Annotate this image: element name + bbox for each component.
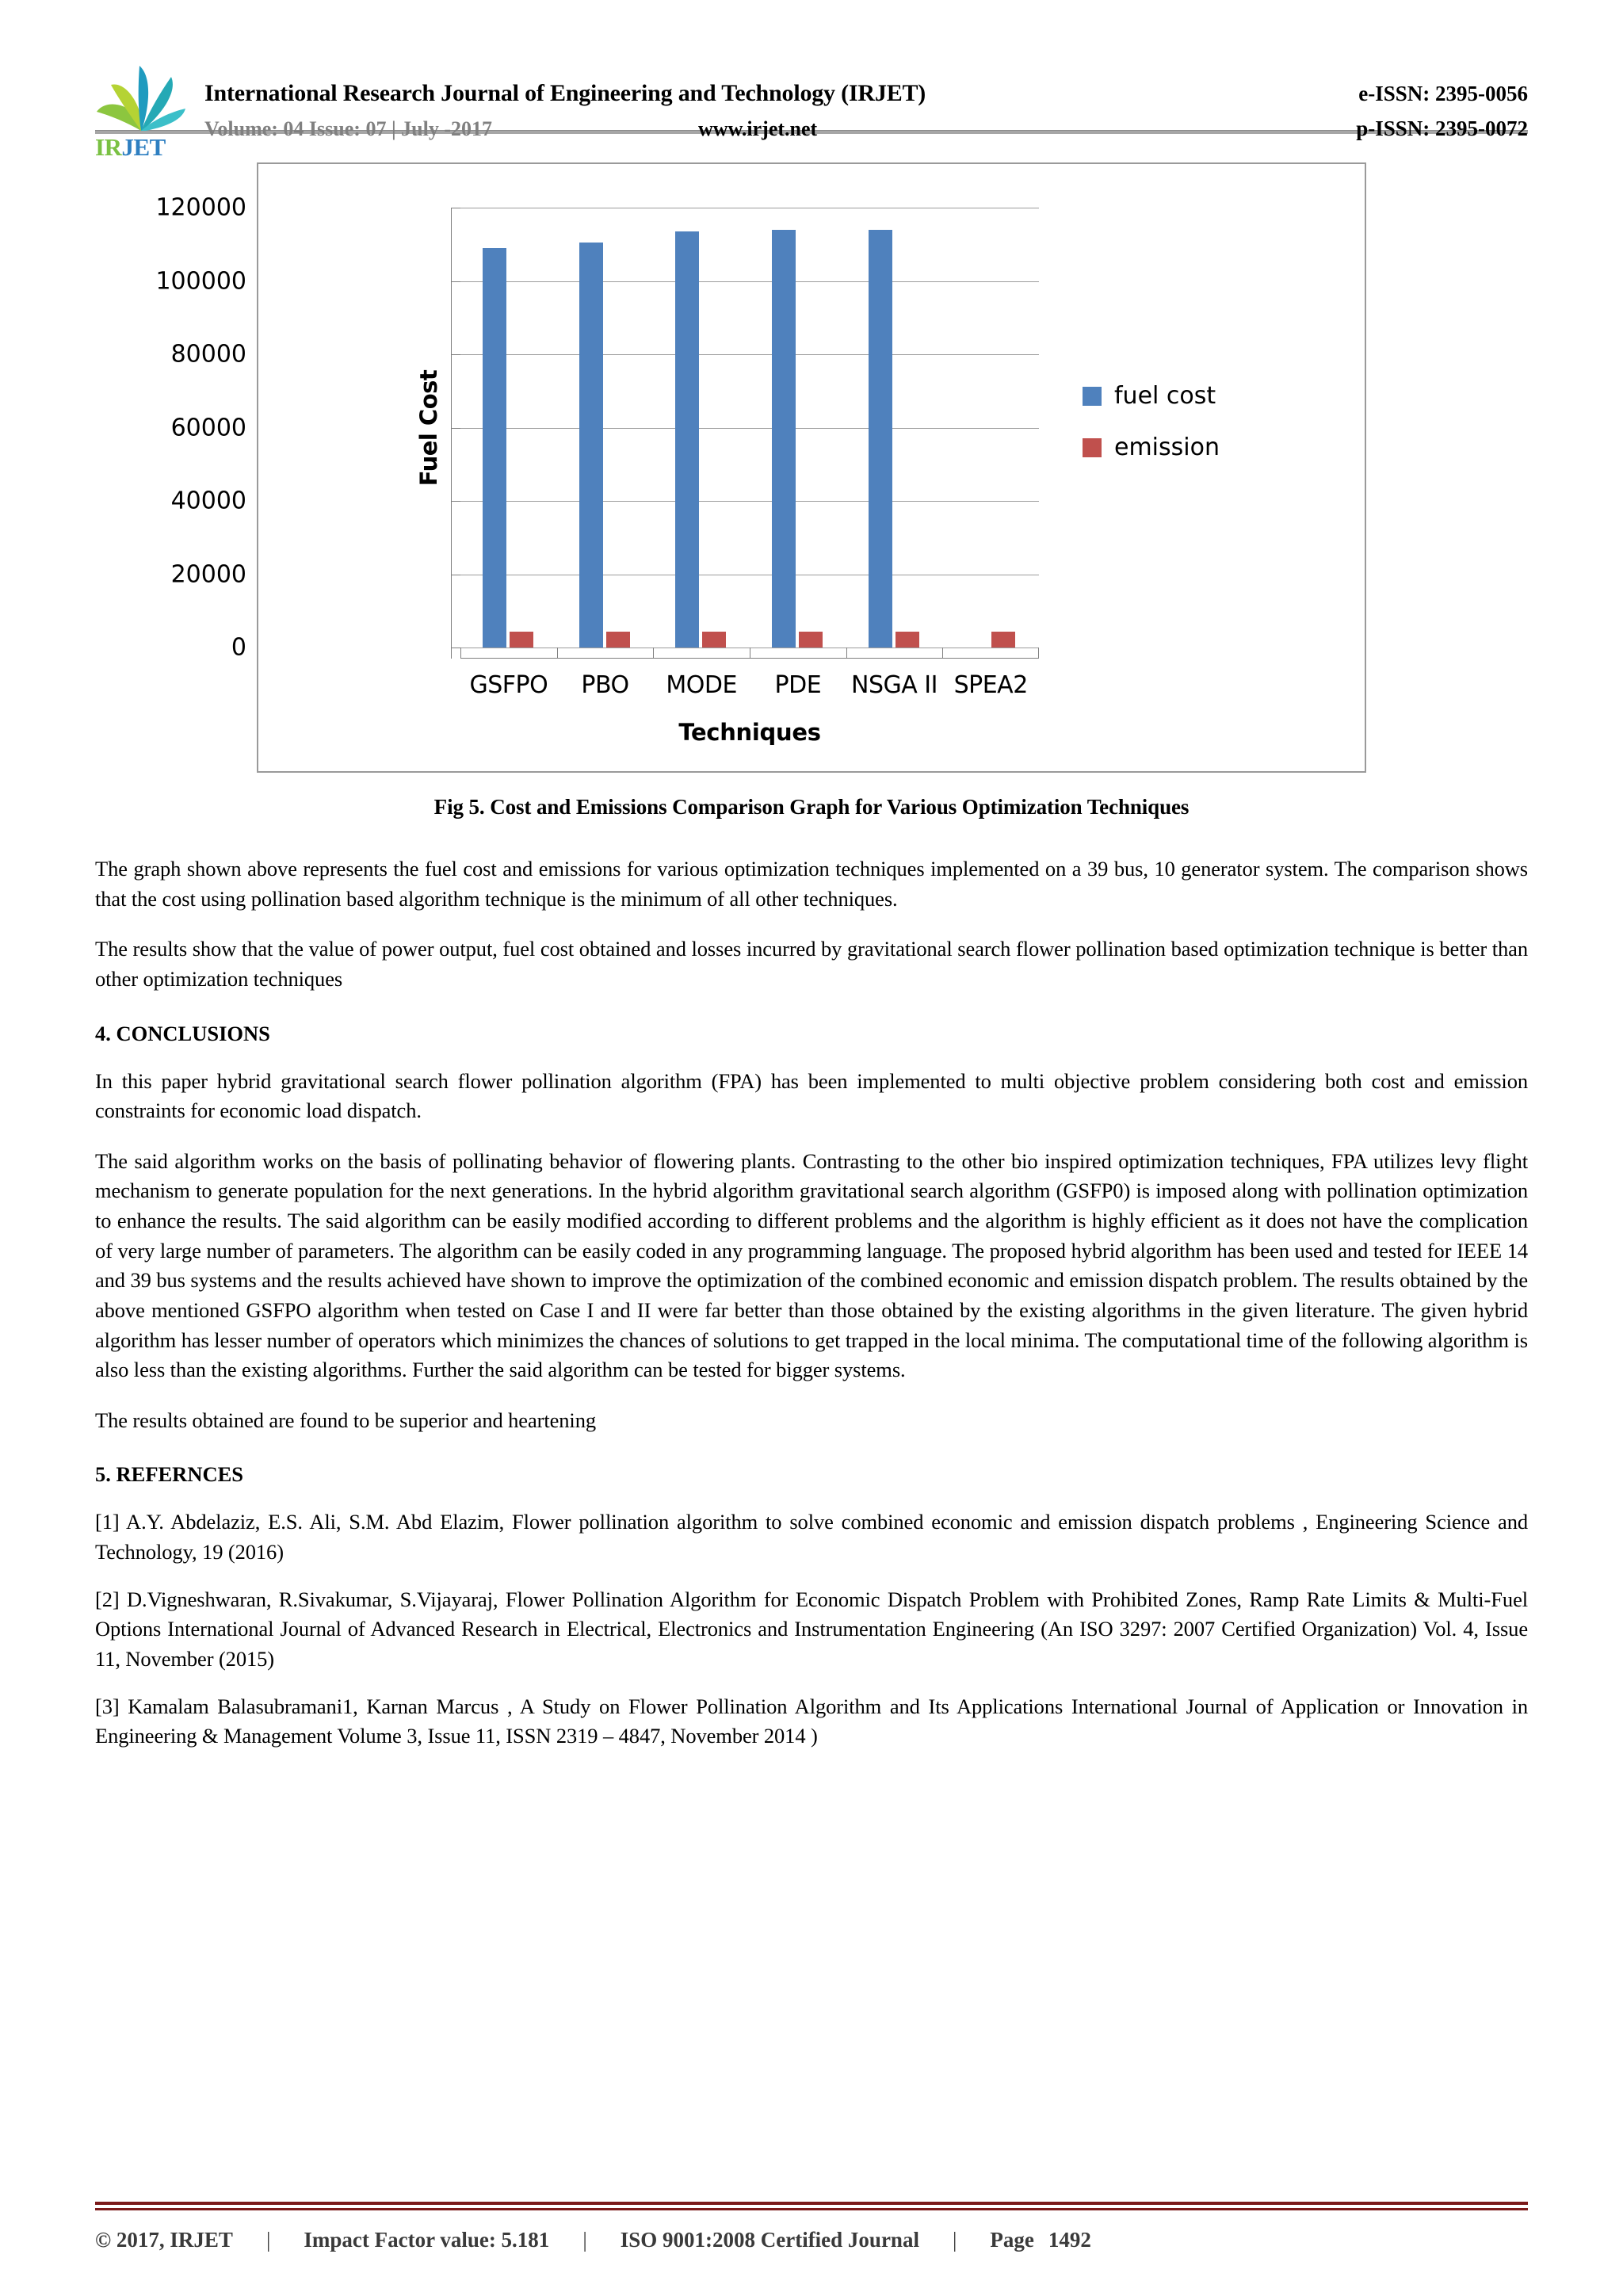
x-axis-title: Techniques xyxy=(678,719,821,746)
figure-caption: Fig 5. Cost and Emissions Comparison Graph for Various Optimization Techniques xyxy=(433,795,1190,819)
plot-area xyxy=(415,208,1039,648)
legend-item xyxy=(1083,382,1220,410)
reference-item: [1] A.Y. Abdelaziz, E.S. Ali, S.M. Abd Elazim, Flower pollination algorithm to solve combined economic and emission dispatch problems , Engineering Science and Technology, 19 (2016) xyxy=(95,1510,1528,1564)
x-axis-category-label: SPEA2 xyxy=(953,671,1028,699)
bar-series-container xyxy=(460,208,1039,648)
logo-jet-text: JET xyxy=(121,133,166,161)
x-axis-category-label: GSFPO xyxy=(469,671,548,699)
footer-separator: | xyxy=(952,2228,957,2252)
bar-emission xyxy=(799,632,823,648)
legend-label: fuel cost xyxy=(1114,382,1216,410)
x-axis-tick xyxy=(653,648,654,659)
x-axis-ticks xyxy=(460,648,1039,659)
page-footer xyxy=(95,2202,1528,2252)
y-axis-title: Fuel Cost xyxy=(415,369,442,486)
y-axis-tick xyxy=(451,354,460,355)
paragraph-conclusion-3: The results obtained are found to be superior and heartening xyxy=(95,1408,596,1432)
bar-fuel-cost xyxy=(579,243,603,648)
heading-references: 5. REFERNCES xyxy=(95,1462,244,1487)
heading-conclusions: 4. CONCLUSIONS xyxy=(95,1021,270,1045)
x-axis-category-label: NSGA II xyxy=(851,671,938,699)
footer-content xyxy=(95,2228,1528,2252)
article-body xyxy=(95,854,1528,1752)
footer-certification: ISO 9001:2008 Certified Journal xyxy=(620,2228,919,2252)
footer-page-number: 1492 xyxy=(1048,2228,1091,2252)
journal-website[interactable]: www.irjet.net xyxy=(698,117,818,140)
x-axis-tick xyxy=(557,648,558,659)
bar-emission xyxy=(606,632,630,648)
irjet-logo xyxy=(89,63,192,161)
bar-emission xyxy=(510,632,533,648)
x-axis-category-label: MODE xyxy=(666,671,737,699)
y-axis-tick xyxy=(451,501,460,502)
legend-item xyxy=(1083,434,1220,461)
x-axis-tick xyxy=(1038,648,1039,659)
x-axis-tick xyxy=(460,648,461,659)
bar-emission xyxy=(896,632,919,648)
journal-header xyxy=(95,0,1528,161)
volume-issue: Volume: 04 Issue: 07 | July -2017 xyxy=(204,117,493,140)
footer-impact-factor: Impact Factor value: 5.181 xyxy=(304,2228,550,2252)
bar-chart xyxy=(155,162,1366,773)
header-row-secondary xyxy=(204,117,1528,141)
legend-label: emission xyxy=(1114,434,1220,461)
bar-fuel-cost xyxy=(675,231,699,648)
footer-divider-bottom xyxy=(95,2208,1528,2210)
footer-separator: | xyxy=(582,2228,587,2252)
x-axis-category-label: PBO xyxy=(581,671,629,699)
bar-group xyxy=(653,208,750,648)
bar-emission xyxy=(991,632,1015,648)
y-axis-tick-label: 80000 xyxy=(170,340,246,369)
p-issn: p-ISSN: 2395-0072 xyxy=(1356,116,1528,140)
paragraph-results: The results show that the value of power output, fuel cost obtained and losses incurred by gravitational search flower pollination based optimization technique is better than other optimization techniques xyxy=(95,937,1528,991)
x-axis-category-label: PDE xyxy=(774,671,822,699)
reference-item: [3] Kamalam Balasubramani1, Karnan Marcus , A Study on Flower Pollination Algorithm and Its Applications International Journal of Application or Innovation in Engineering & Management Volume 3, Issue 11, ISSN 2319 – 4847, November 2014 ) xyxy=(95,1694,1528,1748)
chart-legend xyxy=(1083,382,1220,485)
y-axis-tick-label: 120000 xyxy=(155,193,246,222)
journal-title: International Research Journal of Engineering and Technology (IRJET) xyxy=(204,79,926,106)
reference-item: [2] D.Vigneshwaran, R.Sivakumar, S.Vijayaraj, Flower Pollination Algorithm for Economic Dispatch Problem with Prohibited Zones, Ramp Rate Limits & Multi-Fuel Options International Journal of Advanced Research in Electrical, Electronics and Instrumentation Engineering (An ISO 3297: 2007 Certified Organization) Vol. 4, Issue 11, November (2015) xyxy=(95,1587,1528,1671)
paragraph-conclusion-1: In this paper hybrid gravitational search flower pollination algorithm (FPA) has been implemented to multi objective problem considering both cost and emission constraints for economic load dispatch. xyxy=(95,1068,1528,1123)
y-axis-tick-label: 20000 xyxy=(170,560,246,588)
e-issn: e-ISSN: 2395-0056 xyxy=(1358,81,1528,105)
logo-ir-text: IR xyxy=(95,133,122,161)
bar-fuel-cost xyxy=(869,230,892,648)
x-axis-tick xyxy=(846,648,847,659)
y-axis-tick-label: 60000 xyxy=(170,414,246,441)
bar-group xyxy=(846,208,943,648)
y-axis-tick-label: 40000 xyxy=(170,487,246,515)
y-axis-line xyxy=(451,208,452,659)
y-axis-tick-label: 100000 xyxy=(155,267,246,295)
leaf-fan-icon xyxy=(94,63,189,132)
bar-fuel-cost xyxy=(772,230,796,648)
x-axis-category-labels xyxy=(460,671,1039,699)
header-row-primary xyxy=(204,80,1528,107)
y-axis-tick-label: 0 xyxy=(231,633,246,662)
bar-group xyxy=(460,208,557,648)
figure-block xyxy=(95,162,1528,773)
bar-emission xyxy=(702,632,726,648)
bar-group xyxy=(750,208,846,648)
x-axis-tick xyxy=(942,648,943,659)
bar-fuel-cost xyxy=(483,248,506,648)
footer-divider-top xyxy=(95,2202,1528,2205)
bar-group xyxy=(557,208,654,648)
footer-copyright: © 2017, IRJET xyxy=(95,2228,233,2252)
legend-swatch xyxy=(1083,438,1102,457)
y-axis-tick xyxy=(451,281,460,282)
legend-swatch xyxy=(1083,387,1102,406)
paragraph-graph-description: The graph shown above represents the fuel cost and emissions for various optimization techniques implemented on a 39 bus, 10 generator system. The comparison shows that the cost using pollination based algorithm technique is the minimum of all other techniques. xyxy=(95,857,1528,911)
y-axis-tick xyxy=(451,428,460,429)
bar-group xyxy=(942,208,1039,648)
footer-page-label: Page xyxy=(990,2228,1034,2252)
logo-wordmark xyxy=(95,135,166,159)
y-axis-tick-labels xyxy=(112,164,246,771)
header-text-block xyxy=(192,80,1528,141)
paragraph-conclusion-2: The said algorithm works on the basis of pollinating behavior of flowering plants. Contrasting to the other bio inspired optimization techniques, FPA utilizes levy flight mechanism to generate population for the next generations. In the hybrid algorithm gravitational search algorithm (GSFP0) is imposed along with pollination optimization to enhance the results. The said algorithm can be easily modified according to different problems and the algorithm is highly efficient as it does not have the complication of very large number of parameters. The algorithm can be easily coded in any programming language. The proposed hybrid algorithm has been used and tested for IEEE 14 and 39 bus systems and the results achieved have shown to improve the optimization of the combined economic and emission dispatch problem. The results obtained by the above mentioned GSFPO algorithm when tested on Case I and II were far better than those obtained by the existing algorithms in the given literature. The given hybrid algorithm has lesser number of operators which minimizes the chances of solutions to get trapped in the local minima. The computational time of the following algorithm is also less than the existing algorithms. Further the said algorithm can be tested for bigger systems. xyxy=(95,1148,1528,1382)
footer-separator: | xyxy=(265,2228,271,2252)
